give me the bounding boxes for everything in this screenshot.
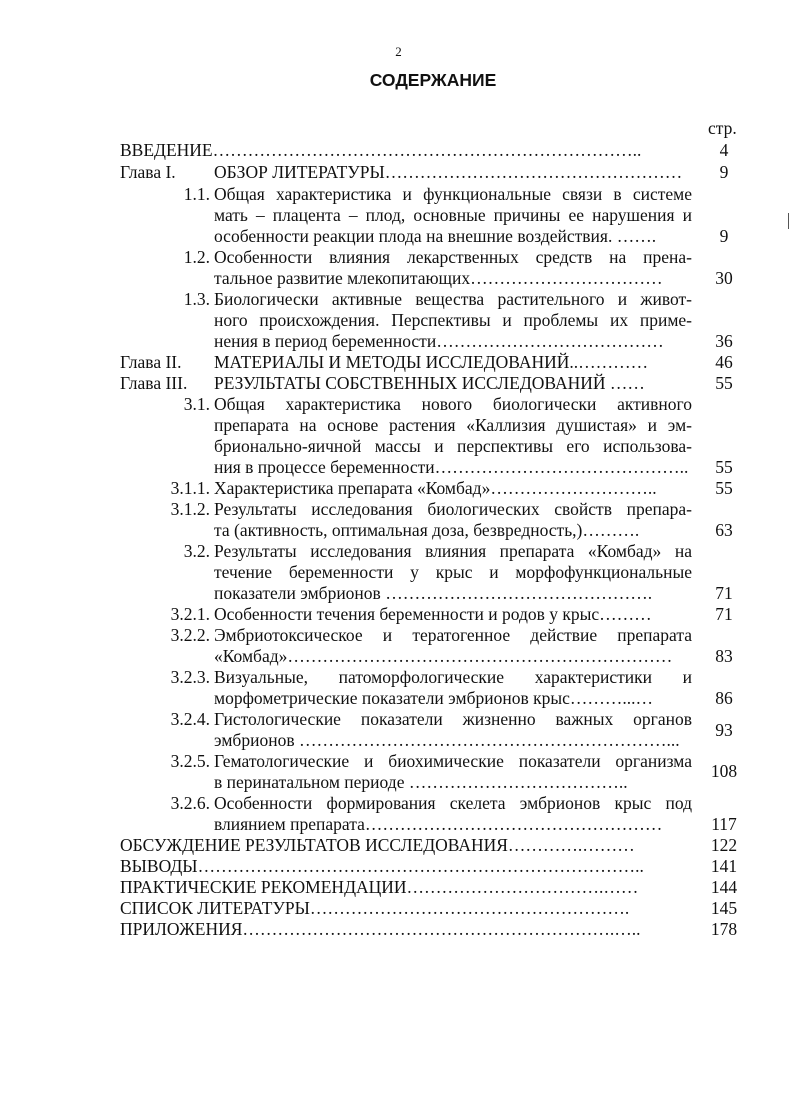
toc-page-3-1-2: 63: [715, 520, 733, 540]
toc-number-3-2-2: 3.2.2.: [170, 625, 210, 645]
toc-page-3-2: 71: [715, 583, 733, 603]
toc-page-chapter-3: 55: [715, 373, 733, 393]
toc-page-3-2-3: 86: [715, 688, 733, 708]
toc-page-3-2-1: 71: [715, 604, 733, 624]
toc-entry-1-3-line: ного происхождения. Перспективы и проблемы их приме-: [214, 310, 692, 330]
toc-entry-1-3-line: нения в период беременности…………………………………: [214, 331, 664, 351]
toc-entry-appendices: ПРИЛОЖЕНИЯ……………………………………………………….…..: [120, 919, 641, 939]
toc-page-discussion: 122: [710, 835, 738, 855]
toc-entry-3-2-6-line: Особенности формирования скелета эмбрионов крыс под: [214, 793, 692, 813]
toc-number-3-1-1: 3.1.1.: [170, 478, 210, 498]
toc-entry-3-2-2-line: «Комбад»…………………………………………………………: [214, 646, 673, 666]
toc-entry-3-1-1: Характеристика препарата «Комбад»………………………..: [214, 478, 657, 498]
toc-entry-1-1-line: особенности реакции плода на внешние воздействия. …….: [214, 226, 657, 246]
toc-entry-3-2-line: Результаты исследования влияния препарата «Комбад» на: [214, 541, 692, 561]
toc-page-introduction: 4: [719, 140, 729, 160]
toc-entry-recommendations: ПРАКТИЧЕСКИЕ РЕКОМЕНДАЦИИ…………………………….……: [120, 877, 639, 897]
toc-entry-3-2-5-line: в перинатальном периоде ………………………………..: [214, 772, 628, 792]
toc-page-3-2-6: 117: [711, 814, 737, 834]
toc-page-appendices: 178: [710, 919, 738, 939]
toc-page-3-1: 55: [715, 457, 733, 477]
toc-entry-3-1-2-line: Результаты исследования биологических свойств препара-: [214, 499, 692, 519]
toc-entry-chapter-2: МАТЕРИАЛЫ И МЕТОДЫ ИССЛЕДОВАНИЙ..…………: [214, 352, 649, 372]
page-title: СОДЕРЖАНИЕ: [369, 70, 497, 90]
toc-entry-1-2-line: тальное развитие млекопитающих……………………………: [214, 268, 663, 288]
toc-entry-3-2-1: Особенности течения беременности и родов у крыс………: [214, 604, 652, 624]
toc-entry-3-1-line: Общая характеристика нового биологически активного: [214, 394, 692, 414]
toc-entry-3-1-line: ния в процессе беременности……………………………………..: [214, 457, 689, 477]
toc-entry-introduction: ВВЕДЕНИЕ………………………………………………………………..: [120, 140, 642, 160]
toc-page-3-2-4: 93: [715, 720, 733, 740]
toc-page-1-2: 30: [715, 268, 733, 288]
toc-page-chapter-1: 9: [719, 162, 729, 182]
toc-entry-3-2-6-line: влиянием препарата……………………………………………: [214, 814, 663, 834]
toc-entry-3-1-line: препарата на основе растения «Каллизия душистая» и эм-: [214, 415, 692, 435]
page-column-label: стр.: [708, 118, 737, 138]
scan-mark: [788, 213, 789, 229]
toc-number-chapter-1: Глава I.: [120, 162, 176, 182]
toc-number-1-2: 1.2.: [183, 247, 210, 267]
toc-entry-3-2-3-line: морфометрические показатели эмбрионов крыс………...…: [214, 688, 654, 708]
toc-entry-3-2-5-line: Гематологические и биохимические показатели организма: [214, 751, 692, 771]
toc-entry-1-1-line: Общая характеристика и функциональные связи в системе: [214, 184, 692, 204]
toc-entry-discussion: ОБСУЖДЕНИЕ РЕЗУЛЬТАТОВ ИССЛЕДОВАНИЯ………….………: [120, 835, 635, 855]
toc-page-1-1: 9: [719, 226, 729, 246]
toc-entry-1-3-line: Биологически активные вещества растительного и живот-: [214, 289, 692, 309]
toc-number-chapter-2: Глава II.: [120, 352, 182, 372]
toc-entry-3-2-line: показатели эмбрионов ……………………………………….: [214, 583, 653, 603]
toc-entry-3-2-4-line: эмбрионов ………………………………………………………...: [214, 730, 680, 750]
toc-page-1-3: 36: [715, 331, 733, 351]
toc-number-3-2-6: 3.2.6.: [170, 793, 210, 813]
page-number: 2: [395, 44, 402, 59]
toc-entry-conclusions: ВЫВОДЫ…………………………………………………………………..: [120, 856, 644, 876]
toc-number-chapter-3: Глава III.: [120, 373, 188, 393]
toc-entry-references: СПИСОК ЛИТЕРАТУРЫ……………………………………………….: [120, 898, 630, 918]
toc-entry-3-2-2-line: Эмбриотоксическое и тератогенное действие препарата: [214, 625, 692, 645]
toc-entry-3-1-2-line: та (активность, оптимальная доза, безвредность,)……….: [214, 520, 640, 540]
toc-entry-3-2-4-line: Гистологические показатели жизненно важных органов: [214, 709, 692, 729]
toc-number-1-1: 1.1.: [183, 184, 210, 204]
toc-number-3-2-3: 3.2.3.: [170, 667, 210, 687]
toc-number-3-2-5: 3.2.5.: [170, 751, 210, 771]
toc-page-references: 145: [710, 898, 738, 918]
toc-number-3-2-1: 3.2.1.: [170, 604, 210, 624]
toc-number-3-1: 3.1.: [183, 394, 210, 414]
toc-number-1-3: 1.3.: [183, 289, 210, 309]
toc-entry-3-2-3-line: Визуальные, патоморфологические характеристики и: [214, 667, 692, 687]
toc-entry-1-2-line: Особенности влияния лекарственных средств на прена-: [214, 247, 692, 267]
toc-page-chapter-2: 46: [715, 352, 733, 372]
toc-entry-chapter-3: РЕЗУЛЬТАТЫ СОБСТВЕННЫХ ИССЛЕДОВАНИЙ ……: [214, 373, 645, 393]
toc-entry-1-1-line: мать – плацента – плод, основные причины ее нарушения и: [214, 205, 692, 225]
toc-page-3-1-1: 55: [715, 478, 733, 498]
toc-entry-chapter-1: ОБЗОР ЛИТЕРАТУРЫ……………………………………………: [214, 162, 683, 182]
toc-number-3-2: 3.2.: [183, 541, 210, 561]
toc-entry-3-2-line: течение беременности у крыс и морфофункциональные: [214, 562, 692, 582]
toc-page-recommendations: 144: [710, 877, 738, 897]
toc-page-conclusions: 141: [710, 856, 738, 876]
toc-page-3-2-5: 108: [710, 761, 738, 781]
toc-number-3-2-4: 3.2.4.: [170, 709, 210, 729]
toc-entry-3-1-line: брионально-яичной массы и перспективы его использова-: [214, 436, 692, 456]
toc-number-3-1-2: 3.1.2.: [170, 499, 210, 519]
toc-page-3-2-2: 83: [715, 646, 733, 666]
